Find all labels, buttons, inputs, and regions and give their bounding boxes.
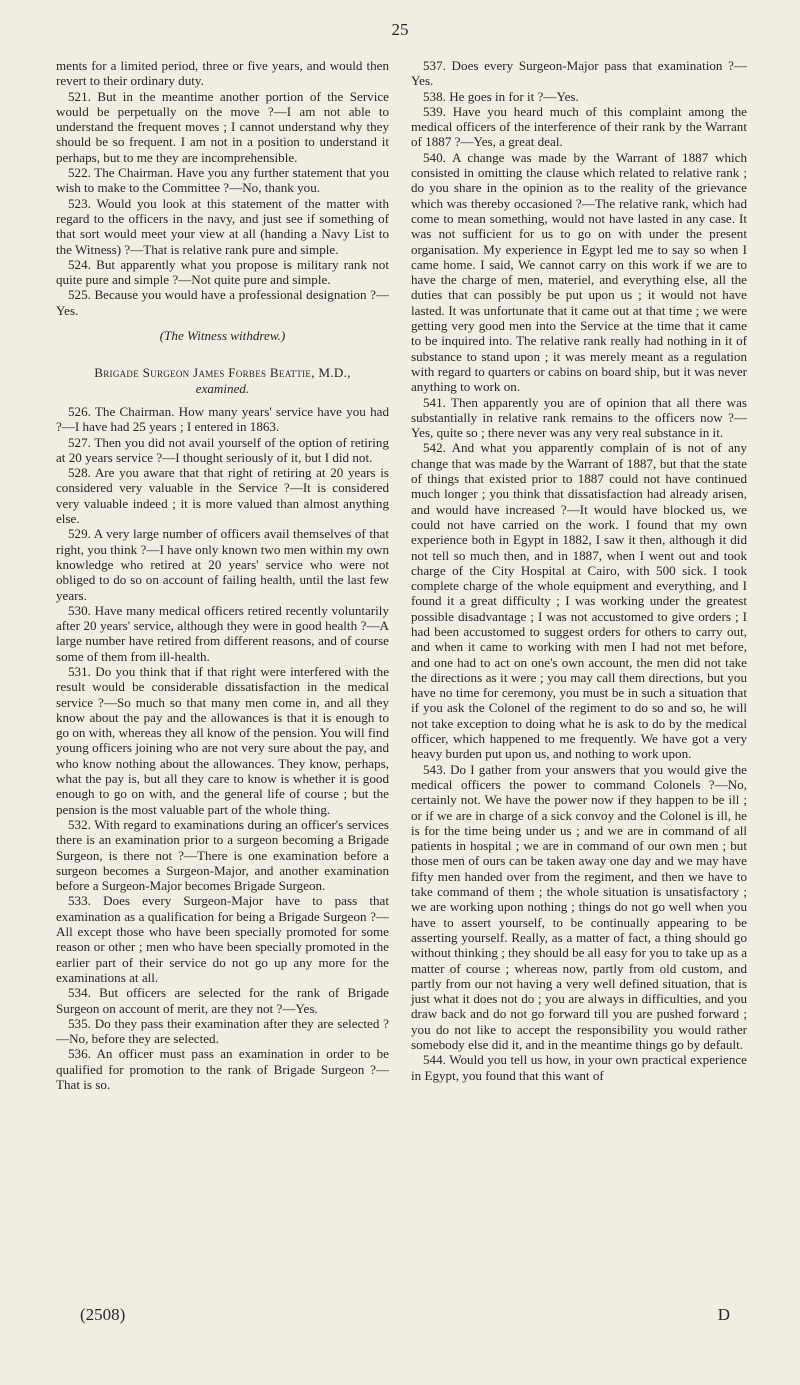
question-536: 536. An officer must pass an examination in order to be qualified for promotion to the rank of Brigade Surgeon ?—That is so. — [56, 1046, 389, 1092]
question-544: 544. Would you tell us how, in your own practical experience in Egypt, you found that this want of — [411, 1052, 747, 1083]
question-531: 531. Do you think that if that right were interfered with the result would be considerable dissatisfaction in the medical service ?—So much so that many men come in, and all they know about the pay and the allowances is that it is enough to go on with, whereas they all know of the pension. You will find young officers joining who are not very sure about the pay, and who know nothing about the allowances. They know, perhaps, what the pay is, but all they care to know is whether it is good enough to go on with, and the general life of course ; but the pension is the most valuable part of the whole thing. — [56, 663, 389, 817]
witness-heading — [56, 365, 389, 396]
question-528: 528. Are you aware that that right of retiring at 20 years is considered very valuable in the Service ?—It is considered very valuable indeed ; it is more valued than almost anything else. — [56, 465, 389, 527]
witness-name: Brigade Surgeon James Forbes Beattie, M.D., — [94, 365, 351, 381]
question-540: 540. A change was made by the Warrant of 1887 which consisted in omitting the clause which related to relative rank ; do you share in the opinion as to the reality of the grievance which was thereby occasioned ?—The relative rank, which had come to mean something, would not have lasted in any case. It was not sufficient for us to go on with under the present organisation. My experience in Egypt led me to say so when I came home. I said, We cannot carry on this work if we are to have the charge of men, materiel, and everything else, all the duties that can possibly be put upon us ; it would not have lasted. It was unfortunate that it came out at that time ; we were getting very good men into the Service at the time that it came to be inquired into. The relative rank really had nothing in it of substance to stand upon ; it was merely meant as a regulation with regard to quarters or cabins on board ship, but it was never anything to work on. — [411, 149, 747, 395]
question-537: 537. Does every Surgeon-Major pass that examination ?—Yes. — [411, 58, 747, 89]
question-538: 538. He goes in for it ?—Yes. — [423, 88, 579, 104]
question-533: 533. Does every Surgeon-Major have to pass that examination as a qualification for being a Brigade Surgeon ?—All except those who have been specially promoted for some reason or other ; men who have been specially promoted in the earlier part of their service do not go up any more for the examinations at all. — [56, 893, 389, 985]
left-column — [56, 58, 389, 1092]
question-532: 532. With regard to examinations during an officer's services there is an examination prior to a surgeon becoming a Brigade Surgeon, is there not ?—There is one examination before a surgeon becomes a Surgeon-Major, and another examination before a Surgeon-Major becomes Brigade Surgeon. — [56, 816, 389, 894]
question-543: 543. Do I gather from your answers that you would give the medical officers the power to command Colonels ?—No, certainly not. We have the power now if they happen to be ill ; or if we are in charge of a sick convoy and the Colonel is ill, he is for the time being under us ; and we are in command of all patients in hospital ; we are in command of our own men ; but those men of ours can be taken away one day and we may have fifty men handed over from the regiment, and then we have to take command of them ; the whole situation is unsatisfactory ; we are working upon nothing ; things do not go well when you have to assert yourself, to be continually appearing to be asserting yourself. Really, as a matter of fact, a thing should go without thinking ; they should be all easy for you to take up as a matter of course ; whereas now, partly from old custom, and partly from our not having a very well defined situation, that is just what it does not do ; you are always in difficulties, and you draw back and do not go forward till you are pushed forward ; you do not like to accept the responsibility you would rather somebody else did it, and in the meantime things go by default. — [411, 761, 748, 1052]
signature-mark: D — [717, 1305, 730, 1324]
question-525: 525. Because you would have a professional designation ?—Yes. — [56, 287, 389, 318]
page-footer — [80, 1305, 730, 1325]
question-522: 522. The Chairman. Have you any further statement that you wish to make to the Committee ?—No, thank you. — [56, 165, 389, 196]
question-521: 521. But in the meantime another portion of the Service would be perpetually on the move ?—I am not able to understand the frequent moves ; I cannot understand why they should be so frequent. I am not in a position to understand it perhaps, but to me they are incomprehensible. — [56, 88, 389, 165]
witness-withdrew-note: (The Witness withdrew.) — [159, 328, 286, 344]
question-534: 534. But officers are selected for the rank of Brigade Surgeon on account of merit, are they not ?—Yes. — [56, 985, 389, 1016]
paragraph-continuation: ments for a limited period, three or five years, and would then revert to their ordinary duty. — [56, 58, 389, 89]
witness-examined-label: examined. — [195, 380, 250, 396]
question-535: 535. Do they pass their examination after they are selected ?—No, before they are selected. — [56, 1015, 389, 1047]
question-523: 523. Would you look at this statement of the matter with regard to the officers in the navy, and just see if something of that sort would meet your view at all (handing a Navy List to the Witness) ?—That is relative rank pure and simple. — [56, 195, 389, 257]
print-code: (2508) — [80, 1305, 126, 1324]
page-number: 25 — [391, 20, 409, 39]
question-541: 541. Then apparently you are of opinion that all there was substantially in relative rank remains to the officers now ?—Yes, quite so ; there never was any very real substance in it. — [411, 394, 747, 441]
question-526: 526. The Chairman. How many years' service have you had ?—I have had 25 years ; I entered in 1863. — [56, 403, 389, 435]
right-column — [411, 58, 747, 1083]
question-527: 527. Then you did not avail yourself of the option of retiring at 20 years service ?—I thought seriously of it, but I did not. — [56, 434, 389, 465]
question-542: 542. And what you apparently complain of is not of any change that was made by the Warrant of 1887, but that the state of things that existed prior to 1887 could not have continued much longer ; you think that dissatisfaction had already arisen, and would have increased ?—It would have blocked us, we could not have carried on the work. I found that my own experience both in Egypt in 1882, I saw it then, although it did not tell so much then, and in 1887, when I went out and took charge of the City Hospital at Cairo, with 500 sick. I took complete charge of the whole equipment and everything, and I found it a great difficulty ; I was working under the greatest possible disadvantage ; I was not accustomed to give orders ; I had been accustomed to suggest orders for others to carry out, and when it came to working with men I had not met before, and one had to act on one's own account, the men did not take the directions as it were ; you may call them directions, but you have no time for ceremony, you must be in such a situation that if you ask the Colonel of the regiment to do so and so, he will not take exception to doing what he is ask to do by the medical officer, which happened to me frequently. We have got a very heavy burden put upon us, and nothing to work upon. — [411, 440, 747, 762]
question-529: 529. A very large number of officers avail themselves of that right, you think ?—I have only known two men within my own knowledge who retired at 20 years' service who were not obliged to do so on account of failing health, until the last few years. — [56, 526, 389, 603]
question-530: 530. Have many medical officers retired recently voluntarily after 20 years' service, although they were in good health ?—A large number have retired from different reasons, and of course some of them from ill-health. — [56, 602, 389, 664]
question-524: 524. But apparently what you propose is military rank not quite pure and simple ?—Not quite pure and simple. — [56, 256, 389, 288]
question-539: 539. Have you heard much of this complaint among the medical officers of the interference of their rank by the Warrant of 1887 ?—Yes, a great deal. — [411, 103, 747, 150]
